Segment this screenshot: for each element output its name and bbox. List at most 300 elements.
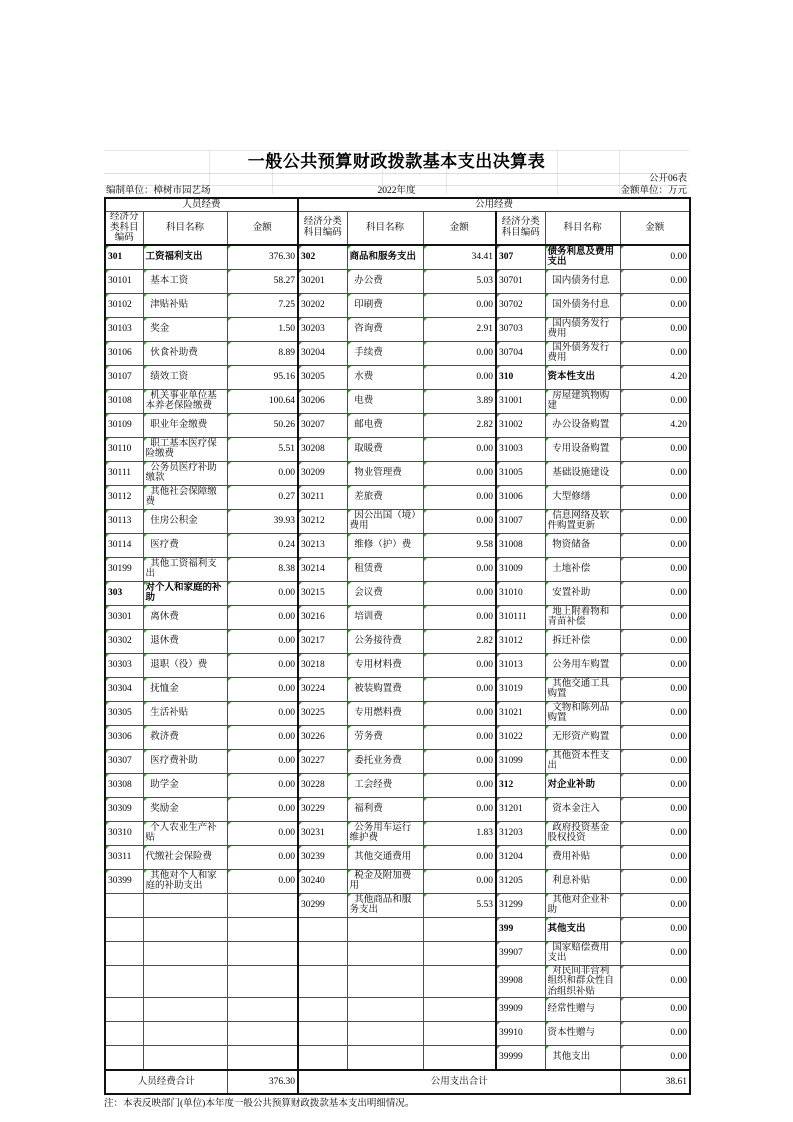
code-cell: 31022 <box>496 725 545 749</box>
amount-cell: 0.00 <box>227 773 298 797</box>
table-row <box>105 605 690 629</box>
amount-cell: 95.16 <box>227 365 298 389</box>
name-cell: 房屋建筑物购建 <box>545 389 620 413</box>
name-cell: 其他对企业补助 <box>545 893 620 917</box>
name-cell: 国内债务付息 <box>545 269 620 293</box>
code-cell: 30205 <box>298 365 347 389</box>
code-cell: 30106 <box>105 341 143 365</box>
amount-cell: 0.00 <box>620 1046 690 1071</box>
name-cell: 公务接待费 <box>347 629 423 653</box>
group-header-personnel: 人员经费 <box>105 198 298 212</box>
code-cell: 31099 <box>496 749 545 773</box>
code-cell: 30207 <box>298 413 347 437</box>
amount-cell: 0.00 <box>227 869 298 893</box>
table-row <box>105 893 690 917</box>
amount-cell: 0.00 <box>620 269 690 293</box>
name-cell: 差旅费 <box>347 485 423 509</box>
code-cell: 31009 <box>496 557 545 581</box>
code-cell: 30226 <box>298 725 347 749</box>
table-row <box>105 677 690 701</box>
amount-cell: 0.00 <box>620 317 690 341</box>
amount-cell: 0.00 <box>620 557 690 581</box>
table-row <box>105 389 690 413</box>
amount-cell: 0.00 <box>620 293 690 317</box>
amount-cell: 0.00 <box>423 485 496 509</box>
amount-cell: 0.00 <box>620 845 690 869</box>
name-cell: 国家赔偿费用支出 <box>545 941 620 965</box>
amount-cell: 0.00 <box>227 701 298 725</box>
code-cell: 30301 <box>105 605 143 629</box>
code-cell: 30399 <box>105 869 143 893</box>
amount-cell: 0.00 <box>227 845 298 869</box>
code-cell <box>105 917 143 941</box>
name-cell: 基础设施建设 <box>545 461 620 485</box>
name-cell: 奖励金 <box>143 797 227 821</box>
name-cell: 咨询费 <box>347 317 423 341</box>
amount-cell <box>227 998 298 1022</box>
amount-cell: 4.20 <box>620 365 690 389</box>
form-number-row <box>104 174 689 186</box>
amount-cell <box>227 965 298 998</box>
amount-cell: 0.00 <box>620 749 690 773</box>
code-cell: 30227 <box>298 749 347 773</box>
amount-cell: 2.91 <box>423 317 496 341</box>
table-row <box>105 581 690 605</box>
name-cell: 抚恤金 <box>143 677 227 701</box>
code-cell: 301 <box>105 245 143 270</box>
amount-cell <box>227 1046 298 1071</box>
name-cell: 工资福利支出 <box>143 245 227 270</box>
amount-cell: 0.00 <box>227 749 298 773</box>
name-cell: 电费 <box>347 389 423 413</box>
amount-cell: 0.00 <box>620 437 690 461</box>
name-cell: 救济费 <box>143 725 227 749</box>
code-cell: 31013 <box>496 653 545 677</box>
report-sheet <box>104 150 689 1110</box>
name-cell: 绩效工资 <box>143 365 227 389</box>
amount-cell <box>423 941 496 965</box>
name-cell: 维修（护）费 <box>347 533 423 557</box>
amount-cell: 0.00 <box>620 701 690 725</box>
amount-cell: 0.00 <box>423 653 496 677</box>
amount-cell: 0.00 <box>620 605 690 629</box>
name-cell: 其他交通费用 <box>347 845 423 869</box>
code-cell: 30239 <box>298 845 347 869</box>
name-cell <box>143 941 227 965</box>
table-row <box>105 653 690 677</box>
name-cell: 委托业务费 <box>347 749 423 773</box>
amount-cell: 1.50 <box>227 317 298 341</box>
amount-cell: 58.27 <box>227 269 298 293</box>
name-cell: 专用设备购置 <box>545 437 620 461</box>
name-cell <box>143 998 227 1022</box>
amount-cell: 0.00 <box>227 725 298 749</box>
amount-cell: 0.00 <box>620 485 690 509</box>
name-cell: 培训费 <box>347 605 423 629</box>
amount-cell: 0.00 <box>620 581 690 605</box>
amount-cell: 0.00 <box>423 437 496 461</box>
table-row <box>105 725 690 749</box>
name-cell <box>347 917 423 941</box>
code-cell: 39909 <box>496 998 545 1022</box>
table-row <box>105 773 690 797</box>
name-cell: 物资储备 <box>545 533 620 557</box>
title-band <box>104 150 689 174</box>
code-cell: 30307 <box>105 749 143 773</box>
code-cell: 30703 <box>496 317 545 341</box>
amount-cell: 0.00 <box>423 773 496 797</box>
amount-cell: 5.53 <box>423 893 496 917</box>
amount-cell: 0.00 <box>227 653 298 677</box>
amount-cell: 0.00 <box>423 365 496 389</box>
amount-cell: 0.00 <box>620 941 690 965</box>
name-cell: 工会经费 <box>347 773 423 797</box>
name-cell: 福利费 <box>347 797 423 821</box>
amount-cell: 0.24 <box>227 533 298 557</box>
amount-cell: 2.82 <box>423 413 496 437</box>
code-cell: 31010 <box>496 581 545 605</box>
code-cell: 30215 <box>298 581 347 605</box>
name-cell: 利息补贴 <box>545 869 620 893</box>
name-cell: 专用材料费 <box>347 653 423 677</box>
amount-cell: 3.89 <box>423 389 496 413</box>
name-cell: 职工基本医疗保险缴费 <box>143 437 227 461</box>
code-cell: 31003 <box>496 437 545 461</box>
name-cell: 其他支出 <box>545 1046 620 1071</box>
code-cell: 39908 <box>496 965 545 998</box>
public-total-amount: 38.61 <box>620 1070 690 1094</box>
code-cell <box>298 998 347 1022</box>
amount-cell: 0.00 <box>423 701 496 725</box>
code-cell: 30309 <box>105 797 143 821</box>
amount-cell: 0.00 <box>423 725 496 749</box>
name-cell <box>143 893 227 917</box>
name-cell: 文物和陈列品购置 <box>545 701 620 725</box>
code-cell: 30212 <box>298 509 347 533</box>
table-row <box>105 269 690 293</box>
name-cell: 离休费 <box>143 605 227 629</box>
name-cell: 医疗费 <box>143 533 227 557</box>
amount-cell: 34.41 <box>423 245 496 270</box>
group-header-row <box>105 198 690 212</box>
name-cell: 伙食补助费 <box>143 341 227 365</box>
name-cell <box>143 1022 227 1046</box>
name-cell: 资本金注入 <box>545 797 620 821</box>
amount-cell: 0.00 <box>423 845 496 869</box>
name-cell: 办公费 <box>347 269 423 293</box>
name-cell: 无形资产购置 <box>545 725 620 749</box>
amount-cell <box>423 998 496 1022</box>
code-cell: 31204 <box>496 845 545 869</box>
code-cell: 31019 <box>496 677 545 701</box>
code-cell: 30202 <box>298 293 347 317</box>
amount-cell: 0.00 <box>227 821 298 845</box>
col-header-amount-1: 金额 <box>227 212 298 245</box>
amount-cell: 0.00 <box>620 461 690 485</box>
code-cell: 30204 <box>298 341 347 365</box>
table-row <box>105 533 690 557</box>
name-cell: 机关事业单位基本养老保险缴费 <box>143 389 227 413</box>
col-header-code-2: 经济分类科目编码 <box>298 212 347 245</box>
col-header-amount-2: 金额 <box>423 212 496 245</box>
code-cell <box>105 998 143 1022</box>
name-cell <box>347 1046 423 1071</box>
amount-cell: 0.00 <box>620 653 690 677</box>
amount-cell: 0.00 <box>620 869 690 893</box>
totals-row <box>105 1070 690 1094</box>
col-header-name-1: 科目名称 <box>143 212 227 245</box>
name-cell: 大型修缮 <box>545 485 620 509</box>
amount-cell: 0.00 <box>423 509 496 533</box>
code-cell: 30114 <box>105 533 143 557</box>
amount-cell: 0.00 <box>423 557 496 581</box>
table-row <box>105 629 690 653</box>
code-cell <box>105 1046 143 1071</box>
table-row <box>105 485 690 509</box>
name-cell <box>143 917 227 941</box>
amount-cell <box>423 1046 496 1071</box>
name-cell: 津贴补贴 <box>143 293 227 317</box>
code-cell: 307 <box>496 245 545 270</box>
name-cell: 医疗费补助 <box>143 749 227 773</box>
code-cell: 30228 <box>298 773 347 797</box>
amount-cell: 0.00 <box>227 797 298 821</box>
amount-cell: 0.00 <box>227 629 298 653</box>
code-cell: 30224 <box>298 677 347 701</box>
amount-cell: 0.00 <box>423 749 496 773</box>
code-cell <box>105 941 143 965</box>
amount-cell: 0.00 <box>423 869 496 893</box>
name-cell: 代缴社会保险费 <box>143 845 227 869</box>
name-cell: 债务利息及费用支出 <box>545 245 620 270</box>
amount-cell: 0.00 <box>620 725 690 749</box>
code-cell: 30231 <box>298 821 347 845</box>
code-cell: 302 <box>298 245 347 270</box>
code-cell: 30113 <box>105 509 143 533</box>
table-row <box>105 413 690 437</box>
amount-cell <box>227 893 298 917</box>
code-cell <box>298 965 347 998</box>
code-cell: 30701 <box>496 269 545 293</box>
code-cell: 303 <box>105 581 143 605</box>
name-cell: 手续费 <box>347 341 423 365</box>
name-cell <box>143 965 227 998</box>
code-cell: 30213 <box>298 533 347 557</box>
table-row <box>105 509 690 533</box>
name-cell: 生活补贴 <box>143 701 227 725</box>
table-row <box>105 869 690 893</box>
amount-unit-label: 金额单位：万元 <box>620 186 687 196</box>
amount-cell <box>423 965 496 998</box>
code-cell <box>298 917 347 941</box>
name-cell: 职业年金缴费 <box>143 413 227 437</box>
code-cell <box>105 1022 143 1046</box>
name-cell <box>347 998 423 1022</box>
code-cell: 31203 <box>496 821 545 845</box>
personnel-total-amount: 376.30 <box>227 1070 298 1094</box>
amount-cell <box>227 1022 298 1046</box>
name-cell: 因公出国（境）费用 <box>347 509 423 533</box>
table-row <box>105 797 690 821</box>
name-cell: 劳务费 <box>347 725 423 749</box>
amount-cell: 100.64 <box>227 389 298 413</box>
name-cell: 信息网络及软件购置更新 <box>545 509 620 533</box>
code-cell: 30201 <box>298 269 347 293</box>
code-cell: 30111 <box>105 461 143 485</box>
code-cell: 310111 <box>496 605 545 629</box>
code-cell: 30305 <box>105 701 143 725</box>
amount-cell: 39.93 <box>227 509 298 533</box>
col-header-amount-3: 金额 <box>620 212 690 245</box>
code-cell: 30102 <box>105 293 143 317</box>
amount-cell: 0.00 <box>423 293 496 317</box>
amount-cell <box>227 941 298 965</box>
name-cell: 基本工资 <box>143 269 227 293</box>
code-cell: 31008 <box>496 533 545 557</box>
name-cell: 安置补助 <box>545 581 620 605</box>
name-cell: 被装购置费 <box>347 677 423 701</box>
code-cell <box>105 893 143 917</box>
table-row <box>105 701 690 725</box>
table-row <box>105 749 690 773</box>
code-cell: 31007 <box>496 509 545 533</box>
code-cell: 30211 <box>298 485 347 509</box>
name-cell: 其他支出 <box>545 917 620 941</box>
amount-cell: 5.51 <box>227 437 298 461</box>
table-row <box>105 1046 690 1071</box>
code-cell: 30304 <box>105 677 143 701</box>
code-cell: 30308 <box>105 773 143 797</box>
amount-cell: 0.00 <box>620 629 690 653</box>
name-cell: 对个人和家庭的补助 <box>143 581 227 605</box>
code-cell: 30225 <box>298 701 347 725</box>
table-row <box>105 317 690 341</box>
name-cell: 其他交通工具购置 <box>545 677 620 701</box>
table-row <box>105 917 690 941</box>
amount-cell: 0.00 <box>227 581 298 605</box>
name-cell: 国外债务发行费用 <box>545 341 620 365</box>
name-cell: 对民间非营利组织和群众性自治组织补贴 <box>545 965 620 998</box>
amount-cell: 0.00 <box>620 965 690 998</box>
amount-cell: 8.89 <box>227 341 298 365</box>
page-title: 一般公共预算财政拨款基本支出决算表 <box>247 152 546 171</box>
name-cell: 土地补偿 <box>545 557 620 581</box>
code-cell: 399 <box>496 917 545 941</box>
budget-table <box>104 197 691 1095</box>
code-cell: 30208 <box>298 437 347 461</box>
col-header-code-1: 经济分类科目编码 <box>105 212 143 245</box>
code-cell: 30240 <box>298 869 347 893</box>
name-cell: 国内债务发行费用 <box>545 317 620 341</box>
name-cell: 地上附着物和青苗补偿 <box>545 605 620 629</box>
name-cell: 住房公积金 <box>143 509 227 533</box>
amount-cell: 0.00 <box>227 605 298 629</box>
amount-cell: 5.03 <box>423 269 496 293</box>
name-cell: 公务用车运行维护费 <box>347 821 423 845</box>
name-cell <box>347 965 423 998</box>
amount-cell <box>423 1022 496 1046</box>
name-cell: 物业管理费 <box>347 461 423 485</box>
name-cell: 其他工资福利支出 <box>143 557 227 581</box>
table-row <box>105 821 690 845</box>
name-cell: 其他社会保障缴费 <box>143 485 227 509</box>
col-header-code-3: 经济分类科目编码 <box>496 212 545 245</box>
name-cell: 政府投资基金股权投资 <box>545 821 620 845</box>
table-row <box>105 437 690 461</box>
amount-cell: 4.20 <box>620 413 690 437</box>
name-cell: 邮电费 <box>347 413 423 437</box>
amount-cell: 0.00 <box>620 773 690 797</box>
name-cell: 对企业补助 <box>545 773 620 797</box>
group-header-public: 公用经费 <box>298 198 690 212</box>
amount-cell: 376.30 <box>227 245 298 270</box>
code-cell: 30101 <box>105 269 143 293</box>
code-cell: 30302 <box>105 629 143 653</box>
name-cell: 个人农业生产补贴 <box>143 821 227 845</box>
name-cell <box>347 1022 423 1046</box>
code-cell: 30306 <box>105 725 143 749</box>
code-cell: 31201 <box>496 797 545 821</box>
code-cell: 39907 <box>496 941 545 965</box>
code-cell: 30209 <box>298 461 347 485</box>
name-cell: 退休费 <box>143 629 227 653</box>
amount-cell: 0.00 <box>423 797 496 821</box>
table-row <box>105 1022 690 1046</box>
code-cell: 31021 <box>496 701 545 725</box>
amount-cell: 0.00 <box>620 389 690 413</box>
name-cell: 经常性赠与 <box>545 998 620 1022</box>
code-cell: 30107 <box>105 365 143 389</box>
column-header-row <box>105 212 690 245</box>
code-cell: 31002 <box>496 413 545 437</box>
code-cell: 31012 <box>496 629 545 653</box>
amount-cell: 0.00 <box>620 998 690 1022</box>
code-cell: 30214 <box>298 557 347 581</box>
code-cell: 30112 <box>105 485 143 509</box>
name-cell: 退职（役）费 <box>143 653 227 677</box>
code-cell <box>105 965 143 998</box>
code-cell: 30704 <box>496 341 545 365</box>
amount-cell: 0.00 <box>620 245 690 270</box>
name-cell: 其他对个人和家庭的补助支出 <box>143 869 227 893</box>
meta-row <box>104 186 689 197</box>
name-cell: 其他商品和服务支出 <box>347 893 423 917</box>
amount-cell: 0.00 <box>620 509 690 533</box>
code-cell: 30229 <box>298 797 347 821</box>
personnel-total-label: 人员经费合计 <box>105 1070 227 1094</box>
code-cell: 30217 <box>298 629 347 653</box>
amount-cell <box>227 917 298 941</box>
name-cell <box>143 1046 227 1071</box>
name-cell: 办公设备购置 <box>545 413 620 437</box>
amount-cell: 0.00 <box>423 581 496 605</box>
amount-cell: 2.82 <box>423 629 496 653</box>
code-cell: 30303 <box>105 653 143 677</box>
code-cell: 30310 <box>105 821 143 845</box>
code-cell: 31005 <box>496 461 545 485</box>
code-cell <box>298 1046 347 1071</box>
code-cell: 31205 <box>496 869 545 893</box>
name-cell: 水费 <box>347 365 423 389</box>
amount-cell: 8.38 <box>227 557 298 581</box>
code-cell: 30203 <box>298 317 347 341</box>
name-cell: 资本性赠与 <box>545 1022 620 1046</box>
code-cell <box>298 941 347 965</box>
code-cell: 30311 <box>105 845 143 869</box>
table-row <box>105 341 690 365</box>
code-cell: 312 <box>496 773 545 797</box>
name-cell: 助学金 <box>143 773 227 797</box>
